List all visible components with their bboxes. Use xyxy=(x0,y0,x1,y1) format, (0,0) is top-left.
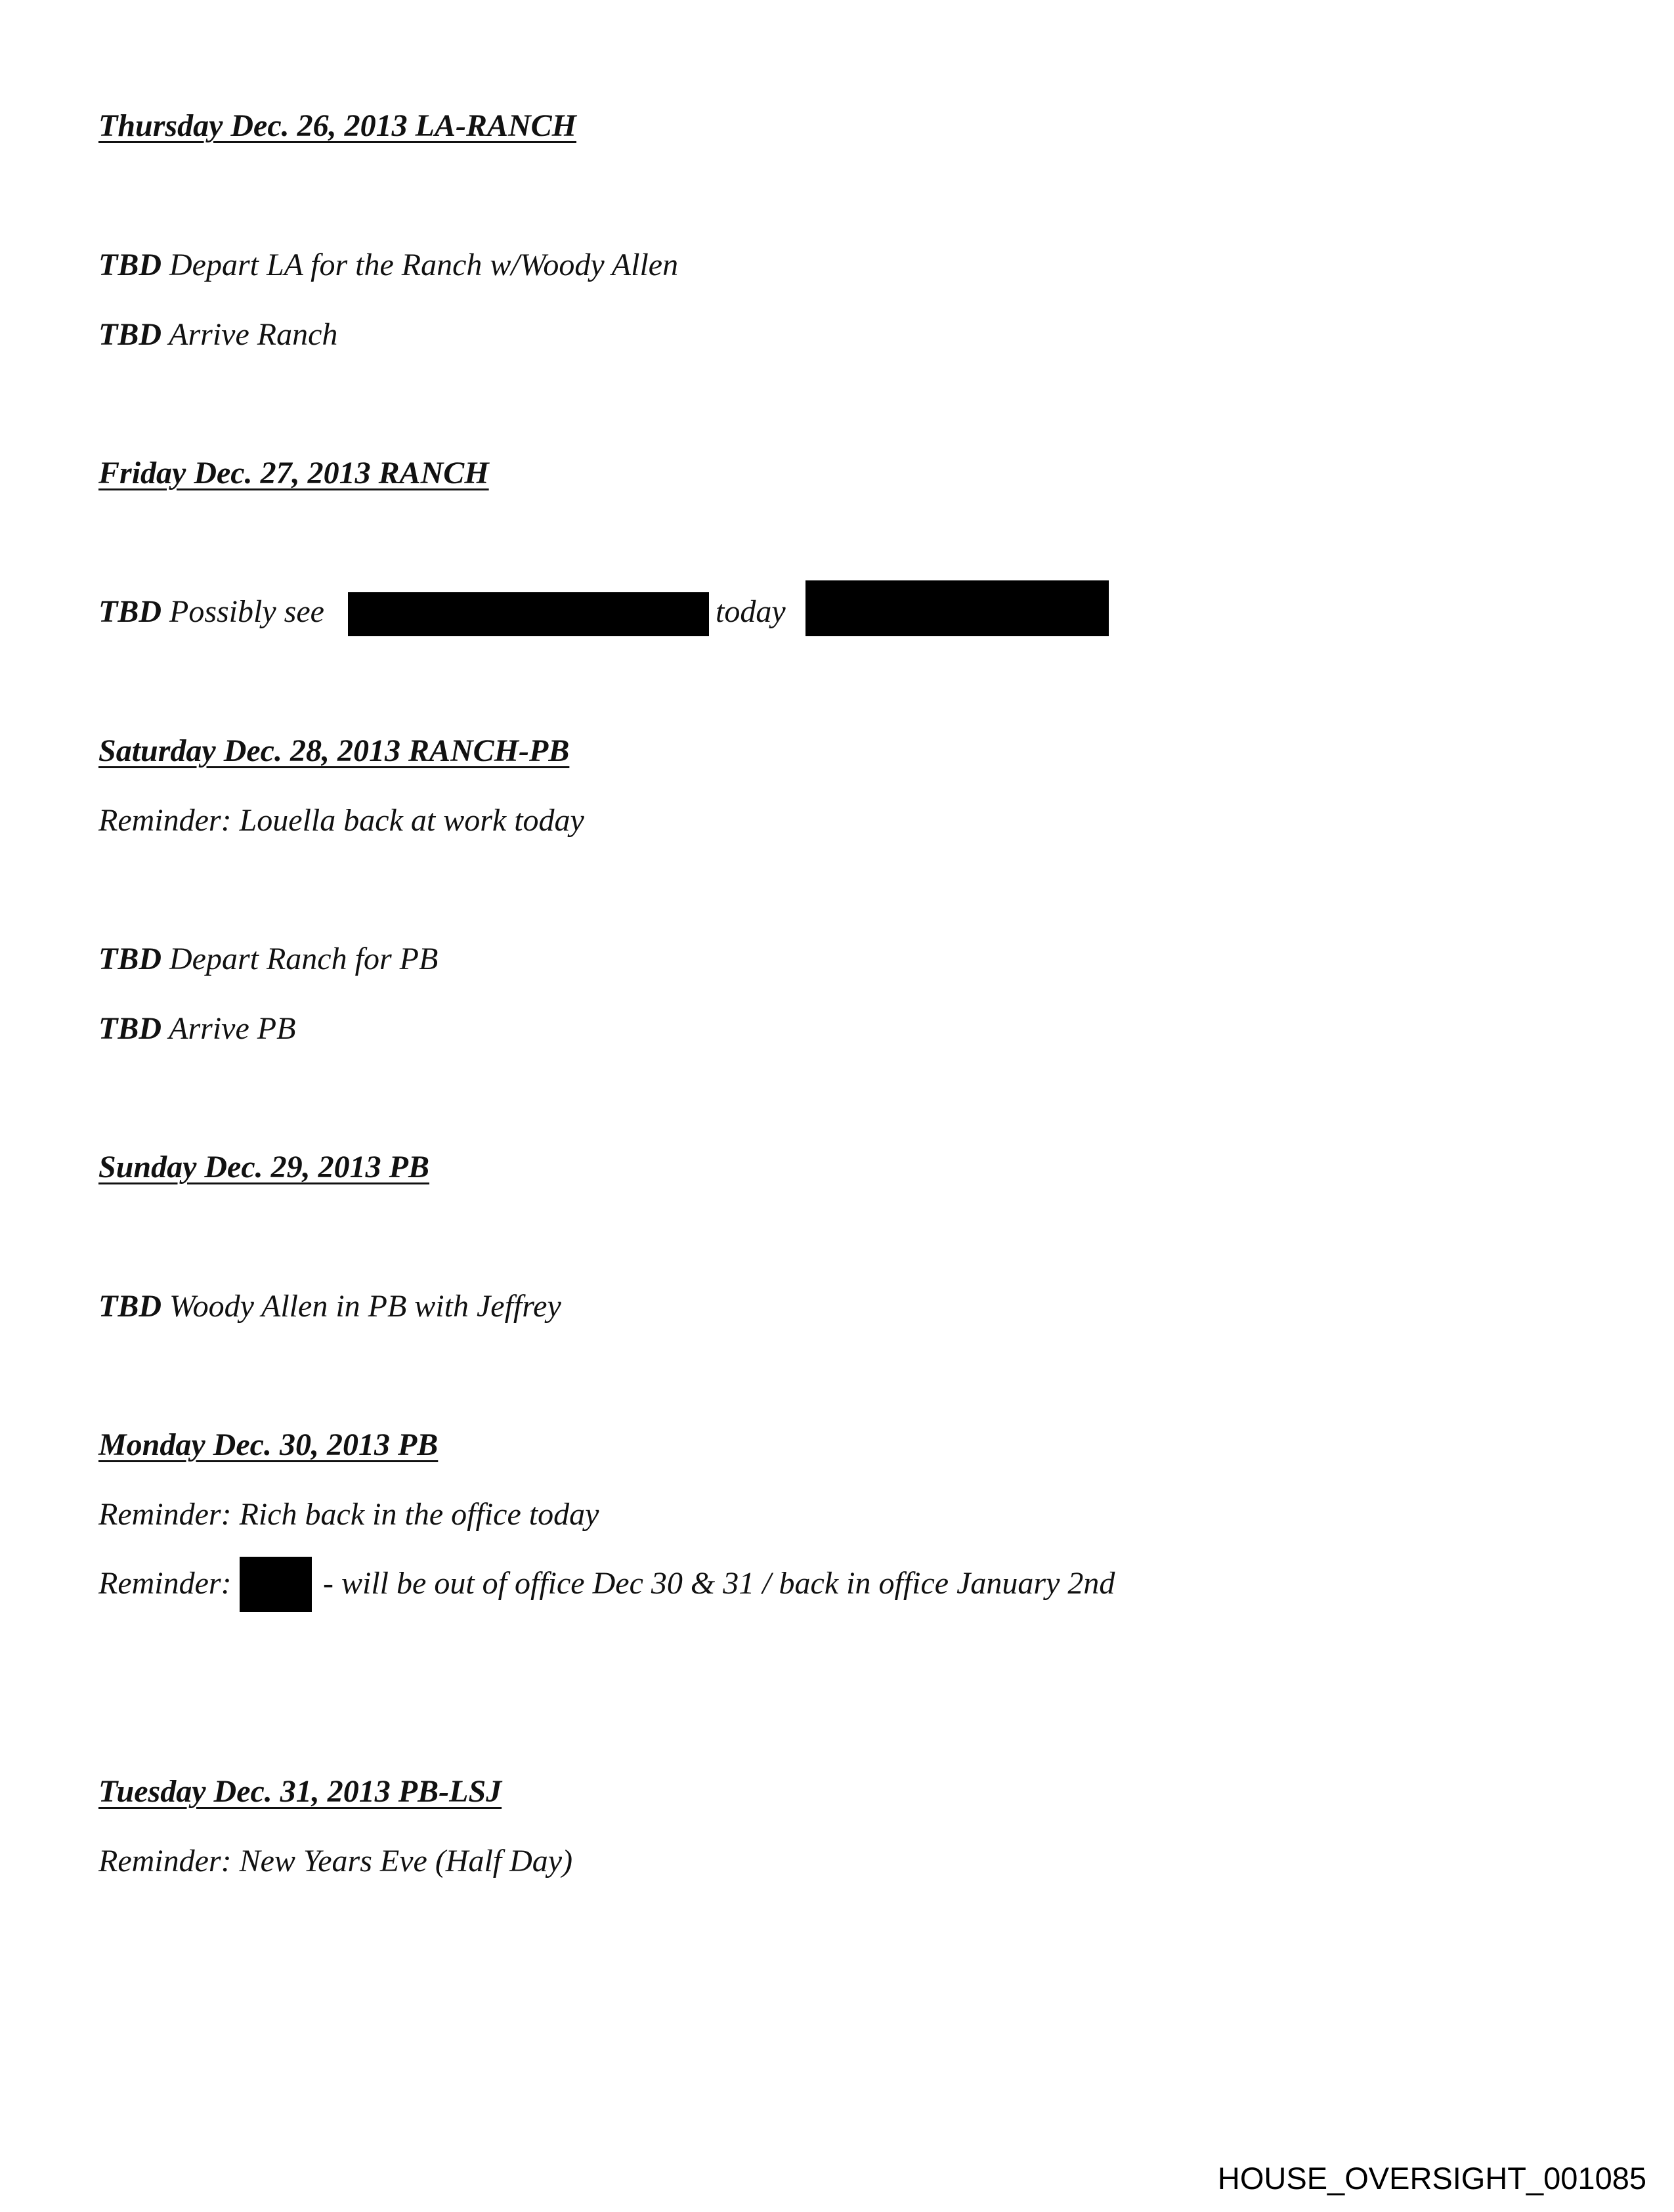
schedule-entry xyxy=(98,1013,295,1045)
entry-text: Possibly see xyxy=(169,594,324,629)
time-tag: TBD xyxy=(98,594,161,629)
reminder-line xyxy=(98,1568,232,1599)
day-heading-saturday: Saturday Dec. 28, 2013 RANCH-PB xyxy=(98,733,570,768)
entry-text: today xyxy=(716,594,786,629)
entry-text: Arrive Ranch xyxy=(169,317,338,352)
time-tag: TBD xyxy=(98,942,161,976)
day-heading-tuesday: Tuesday Dec. 31, 2013 PB-LSJ xyxy=(98,1774,502,1809)
entry-text: Depart Ranch for PB xyxy=(169,942,439,976)
redaction-block xyxy=(805,580,1109,636)
reminder-line: Reminder: New Years Eve (Half Day) xyxy=(98,1844,573,1878)
entry-text: Reminder: xyxy=(98,1566,232,1601)
redaction-block xyxy=(240,1557,312,1612)
entry-text: Woody Allen in PB with Jeffrey xyxy=(169,1289,561,1324)
entry-text: Depart LA for the Ranch w/Woody Allen xyxy=(169,248,679,282)
day-heading-friday: Friday Dec. 27, 2013 RANCH xyxy=(98,456,489,490)
reminder-line-continued xyxy=(323,1568,1115,1599)
redaction-block xyxy=(348,592,709,636)
reminder-line: Reminder: Rich back in the office today xyxy=(98,1497,599,1532)
entry-text: - will be out of office Dec 30 & 31 / back in office January 2nd xyxy=(323,1566,1115,1601)
schedule-entry xyxy=(98,319,337,351)
bates-number: HOUSE_OVERSIGHT_001085 xyxy=(1217,2161,1646,2196)
day-heading-thursday: Thursday Dec. 26, 2013 LA-RANCH xyxy=(98,108,577,143)
schedule-entry xyxy=(98,1291,561,1322)
day-heading-sunday: Sunday Dec. 29, 2013 PB xyxy=(98,1150,429,1184)
schedule-entry xyxy=(98,249,678,281)
schedule-entry-continued xyxy=(716,596,786,628)
reminder-line: Reminder: Louella back at work today xyxy=(98,803,584,838)
entry-text: Arrive PB xyxy=(169,1011,296,1046)
time-tag: TBD xyxy=(98,317,161,352)
day-heading-monday: Monday Dec. 30, 2013 PB xyxy=(98,1427,439,1462)
time-tag: TBD xyxy=(98,248,161,282)
time-tag: TBD xyxy=(98,1289,161,1324)
schedule-entry xyxy=(98,596,324,628)
time-tag: TBD xyxy=(98,1011,161,1046)
schedule-entry xyxy=(98,943,438,975)
